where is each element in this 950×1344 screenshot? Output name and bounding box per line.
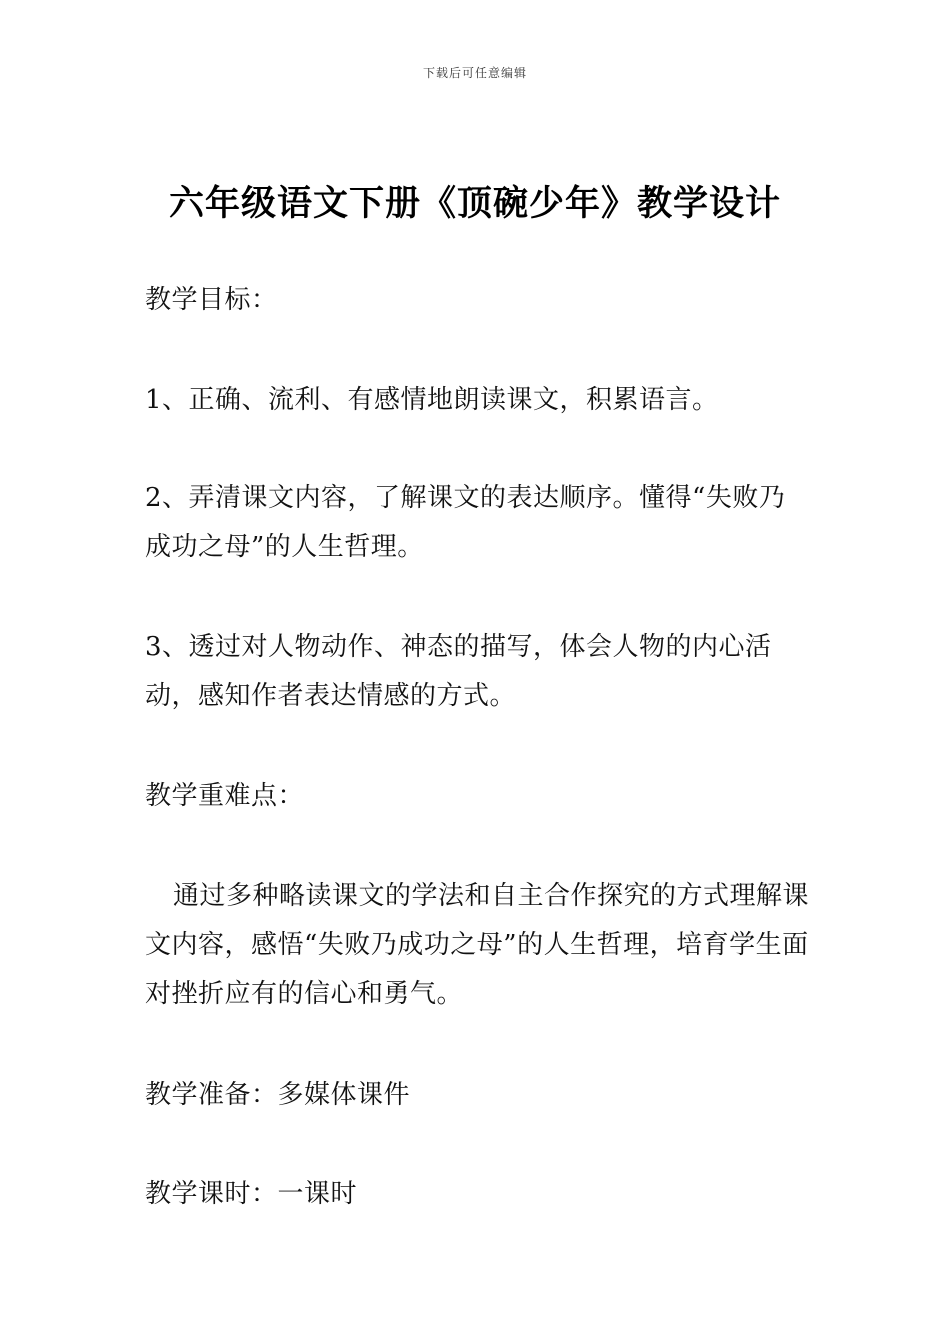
preparation-line: 教学准备：多媒体课件: [145, 1080, 411, 1110]
document-title: 六年级语文下册《顶碗少年》教学设计: [168, 184, 781, 224]
objective-item-2: 2、弄清课文内容，了解课文的表达顺序。懂得“失败乃成功之母”的人生哲理。: [145, 483, 786, 562]
key-points-heading: 教学重难点：: [145, 781, 305, 811]
objective-item-1: 1、正确、流利、有感情地朗读课文，积累语言。: [145, 385, 719, 415]
objectives-heading: 教学目标：: [145, 285, 278, 315]
key-points-paragraph: 通过多种略读课文的学法和自主合作探究的方式理解课文内容，感悟“失败乃成功之母”的人生哲理，培育学生面对挫折应有的信心和勇气。: [145, 881, 810, 1009]
objective-item-3: 3、透过对人物动作、神态的描写，体会人物的内心活动，感知作者表达情感的方式。: [145, 632, 772, 711]
class-hours-line: 教学课时：一课时: [145, 1179, 358, 1209]
header-note: 下载后可任意编辑: [422, 66, 527, 80]
